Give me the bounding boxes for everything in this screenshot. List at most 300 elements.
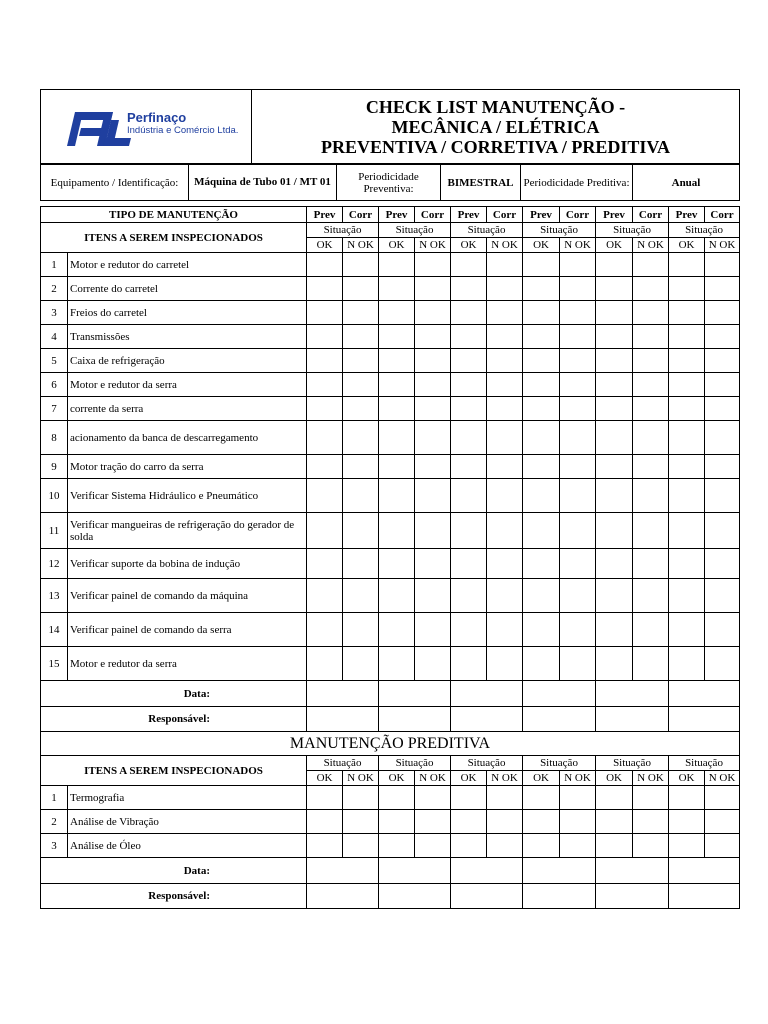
item-label: Verificar Sistema Hidráulico e Pneumático: [68, 479, 307, 513]
ok-checkbox-cell[interactable]: [379, 277, 415, 301]
responsible-cell[interactable]: [379, 707, 451, 732]
table-row: [41, 579, 740, 613]
date-cell[interactable]: [669, 858, 740, 884]
ok-checkbox-cell[interactable]: [596, 579, 633, 613]
ok-checkbox-cell[interactable]: [596, 325, 633, 349]
ok-checkbox-cell[interactable]: [596, 397, 633, 421]
responsible-cell[interactable]: [669, 884, 740, 909]
date-cell[interactable]: [307, 858, 379, 884]
equipment-table: [40, 164, 740, 201]
nok-checkbox-cell[interactable]: [633, 834, 669, 858]
item-number: 8: [41, 421, 68, 455]
ok-checkbox-cell[interactable]: [669, 421, 705, 455]
responsible-label: Responsável:: [41, 707, 307, 732]
ok-checkbox-cell[interactable]: [596, 810, 633, 834]
ok-checkbox-cell[interactable]: [379, 613, 415, 647]
ok-checkbox-cell[interactable]: [307, 579, 343, 613]
page-title: [252, 90, 740, 164]
nok-checkbox-cell[interactable]: [705, 810, 740, 834]
nok-label: N OK: [560, 238, 596, 253]
nok-checkbox-cell[interactable]: [343, 810, 379, 834]
ok-checkbox-cell[interactable]: [379, 579, 415, 613]
ok-checkbox-cell[interactable]: [451, 786, 487, 810]
ok-checkbox-cell[interactable]: [379, 834, 415, 858]
checklist-sheet: [40, 89, 739, 909]
nok-checkbox-cell[interactable]: [487, 397, 523, 421]
nok-checkbox-cell[interactable]: [487, 786, 523, 810]
ok-checkbox-cell[interactable]: [451, 513, 487, 549]
ok-checkbox-cell[interactable]: [669, 373, 705, 397]
ok-checkbox-cell[interactable]: [307, 277, 343, 301]
ok-checkbox-cell[interactable]: [596, 373, 633, 397]
table-row: [41, 373, 740, 397]
ok-checkbox-cell[interactable]: [669, 325, 705, 349]
item-number: 1: [41, 786, 68, 810]
ok-checkbox-cell[interactable]: [379, 549, 415, 579]
situation-label: Situação: [307, 756, 379, 771]
predictive-section-title: MANUTENÇÃO PREDITIVA: [41, 732, 740, 756]
nok-label: N OK: [487, 238, 523, 253]
ok-checkbox-cell[interactable]: [379, 421, 415, 455]
ok-checkbox-cell[interactable]: [451, 349, 487, 373]
ok-label: OK: [307, 771, 343, 786]
ok-checkbox-cell[interactable]: [307, 349, 343, 373]
nok-checkbox-cell[interactable]: [560, 455, 596, 479]
nok-checkbox-cell[interactable]: [343, 253, 379, 277]
ok-label: OK: [451, 238, 487, 253]
situation-label: Situação: [596, 756, 669, 771]
nok-checkbox-cell[interactable]: [343, 373, 379, 397]
ok-checkbox-cell[interactable]: [523, 325, 560, 349]
ok-checkbox-cell[interactable]: [379, 373, 415, 397]
ok-checkbox-cell[interactable]: [451, 579, 487, 613]
nok-checkbox-cell[interactable]: [415, 786, 451, 810]
items-to-inspect-label: ITENS A SEREM INSPECIONADOS: [41, 756, 307, 786]
ok-checkbox-cell[interactable]: [451, 373, 487, 397]
nok-checkbox-cell[interactable]: [487, 277, 523, 301]
ok-checkbox-cell[interactable]: [379, 349, 415, 373]
item-number: 12: [41, 549, 68, 579]
nok-label: N OK: [705, 238, 740, 253]
nok-checkbox-cell[interactable]: [343, 421, 379, 455]
ok-checkbox-cell[interactable]: [307, 253, 343, 277]
nok-checkbox-cell[interactable]: [415, 513, 451, 549]
ok-checkbox-cell[interactable]: [523, 579, 560, 613]
ok-checkbox-cell[interactable]: [307, 301, 343, 325]
table-row: [41, 349, 740, 373]
responsible-cell[interactable]: [379, 884, 451, 909]
nok-checkbox-cell[interactable]: [633, 349, 669, 373]
nok-checkbox-cell[interactable]: [487, 513, 523, 549]
col-corr: Corr: [487, 207, 523, 223]
nok-checkbox-cell[interactable]: [487, 421, 523, 455]
main-checklist-table: [40, 206, 740, 909]
ok-checkbox-cell[interactable]: [307, 373, 343, 397]
ok-checkbox-cell[interactable]: [596, 549, 633, 579]
nok-checkbox-cell[interactable]: [560, 349, 596, 373]
ok-checkbox-cell[interactable]: [451, 277, 487, 301]
ok-checkbox-cell[interactable]: [451, 421, 487, 455]
nok-checkbox-cell[interactable]: [705, 579, 740, 613]
nok-checkbox-cell[interactable]: [415, 349, 451, 373]
table-row: [41, 397, 740, 421]
nok-checkbox-cell[interactable]: [487, 579, 523, 613]
ok-checkbox-cell[interactable]: [523, 373, 560, 397]
date-cell[interactable]: [596, 681, 669, 707]
nok-checkbox-cell[interactable]: [560, 373, 596, 397]
ok-checkbox-cell[interactable]: [451, 325, 487, 349]
nok-checkbox-cell[interactable]: [487, 810, 523, 834]
nok-checkbox-cell[interactable]: [415, 810, 451, 834]
ok-checkbox-cell[interactable]: [669, 397, 705, 421]
situation-label: Situação: [596, 223, 669, 238]
ok-checkbox-cell[interactable]: [523, 253, 560, 277]
date-cell[interactable]: [379, 858, 451, 884]
ok-checkbox-cell[interactable]: [451, 301, 487, 325]
ok-checkbox-cell[interactable]: [523, 810, 560, 834]
ok-checkbox-cell[interactable]: [669, 301, 705, 325]
item-number: 2: [41, 277, 68, 301]
item-number: 6: [41, 373, 68, 397]
nok-checkbox-cell[interactable]: [705, 253, 740, 277]
ok-checkbox-cell[interactable]: [379, 301, 415, 325]
responsible-cell[interactable]: [669, 707, 740, 732]
nok-checkbox-cell[interactable]: [415, 579, 451, 613]
ok-label: OK: [596, 771, 633, 786]
nok-checkbox-cell[interactable]: [633, 579, 669, 613]
ok-checkbox-cell[interactable]: [523, 421, 560, 455]
nok-checkbox-cell[interactable]: [343, 834, 379, 858]
nok-checkbox-cell[interactable]: [415, 647, 451, 681]
table-row: [41, 277, 740, 301]
responsible-cell[interactable]: [523, 707, 596, 732]
ok-checkbox-cell[interactable]: [307, 834, 343, 858]
nok-label: N OK: [343, 771, 379, 786]
ok-checkbox-cell[interactable]: [669, 349, 705, 373]
ok-checkbox-cell[interactable]: [523, 786, 560, 810]
ok-checkbox-cell[interactable]: [379, 325, 415, 349]
nok-checkbox-cell[interactable]: [415, 253, 451, 277]
nok-checkbox-cell[interactable]: [487, 834, 523, 858]
responsible-cell[interactable]: [307, 707, 379, 732]
ok-label: OK: [523, 771, 560, 786]
ok-checkbox-cell[interactable]: [307, 786, 343, 810]
col-prev: Prev: [523, 207, 560, 223]
date-cell[interactable]: [669, 681, 740, 707]
ok-checkbox-cell[interactable]: [596, 253, 633, 277]
responsible-cell[interactable]: [451, 884, 523, 909]
ok-checkbox-cell[interactable]: [379, 455, 415, 479]
ok-checkbox-cell[interactable]: [669, 253, 705, 277]
nok-checkbox-cell[interactable]: [487, 349, 523, 373]
nok-checkbox-cell[interactable]: [560, 834, 596, 858]
responsible-cell[interactable]: [596, 884, 669, 909]
nok-checkbox-cell[interactable]: [705, 549, 740, 579]
nok-checkbox-cell[interactable]: [343, 647, 379, 681]
nok-checkbox-cell[interactable]: [487, 549, 523, 579]
item-label: Verificar suporte da bobina de indução: [68, 549, 307, 579]
nok-checkbox-cell[interactable]: [633, 786, 669, 810]
ok-checkbox-cell[interactable]: [379, 647, 415, 681]
nok-checkbox-cell[interactable]: [705, 373, 740, 397]
company-logo: [41, 90, 252, 164]
ok-checkbox-cell[interactable]: [379, 479, 415, 513]
table-row: [41, 810, 740, 834]
ok-checkbox-cell[interactable]: [669, 455, 705, 479]
nok-checkbox-cell[interactable]: [343, 301, 379, 325]
nok-checkbox-cell[interactable]: [633, 513, 669, 549]
nok-checkbox-cell[interactable]: [487, 301, 523, 325]
nok-checkbox-cell[interactable]: [487, 373, 523, 397]
responsible-cell[interactable]: [523, 884, 596, 909]
item-number: 3: [41, 834, 68, 858]
nok-checkbox-cell[interactable]: [415, 373, 451, 397]
ok-checkbox-cell[interactable]: [669, 513, 705, 549]
ok-checkbox-cell[interactable]: [307, 513, 343, 549]
ok-checkbox-cell[interactable]: [379, 786, 415, 810]
ok-checkbox-cell[interactable]: [669, 479, 705, 513]
responsible-cell[interactable]: [596, 707, 669, 732]
nok-checkbox-cell[interactable]: [415, 549, 451, 579]
nok-checkbox-cell[interactable]: [633, 277, 669, 301]
nok-checkbox-cell[interactable]: [633, 253, 669, 277]
item-number: 2: [41, 810, 68, 834]
nok-checkbox-cell[interactable]: [560, 253, 596, 277]
ok-checkbox-cell[interactable]: [451, 253, 487, 277]
ok-checkbox-cell[interactable]: [669, 647, 705, 681]
ok-checkbox-cell[interactable]: [451, 455, 487, 479]
nok-checkbox-cell[interactable]: [343, 397, 379, 421]
nok-checkbox-cell[interactable]: [487, 479, 523, 513]
nok-checkbox-cell[interactable]: [487, 647, 523, 681]
ok-checkbox-cell[interactable]: [307, 647, 343, 681]
nok-checkbox-cell[interactable]: [705, 786, 740, 810]
nok-checkbox-cell[interactable]: [487, 253, 523, 277]
item-label: Análise de Vibração: [68, 810, 307, 834]
nok-checkbox-cell[interactable]: [705, 421, 740, 455]
nok-checkbox-cell[interactable]: [343, 455, 379, 479]
ok-checkbox-cell[interactable]: [451, 479, 487, 513]
nok-checkbox-cell[interactable]: [633, 373, 669, 397]
nok-checkbox-cell[interactable]: [343, 513, 379, 549]
nok-checkbox-cell[interactable]: [343, 579, 379, 613]
nok-checkbox-cell[interactable]: [705, 277, 740, 301]
nok-checkbox-cell[interactable]: [487, 325, 523, 349]
date-cell[interactable]: [523, 681, 596, 707]
nok-checkbox-cell[interactable]: [633, 397, 669, 421]
nok-checkbox-cell[interactable]: [705, 513, 740, 549]
nok-checkbox-cell[interactable]: [560, 786, 596, 810]
nok-checkbox-cell[interactable]: [343, 325, 379, 349]
nok-checkbox-cell[interactable]: [705, 397, 740, 421]
ok-checkbox-cell[interactable]: [451, 647, 487, 681]
title-line-1: CHECK LIST MANUTENÇÃO -: [365, 96, 626, 117]
ok-checkbox-cell[interactable]: [523, 397, 560, 421]
ok-checkbox-cell[interactable]: [523, 349, 560, 373]
ok-checkbox-cell[interactable]: [379, 513, 415, 549]
ok-checkbox-cell[interactable]: [523, 834, 560, 858]
item-number: 9: [41, 455, 68, 479]
ok-checkbox-cell[interactable]: [523, 613, 560, 647]
nok-checkbox-cell[interactable]: [415, 421, 451, 455]
ok-checkbox-cell[interactable]: [307, 455, 343, 479]
item-label: Análise de Óleo: [68, 834, 307, 858]
date-cell[interactable]: [307, 681, 379, 707]
nok-checkbox-cell[interactable]: [415, 301, 451, 325]
nok-checkbox-cell[interactable]: [415, 277, 451, 301]
item-label: corrente da serra: [68, 397, 307, 421]
ok-checkbox-cell[interactable]: [669, 579, 705, 613]
nok-checkbox-cell[interactable]: [560, 479, 596, 513]
items-to-inspect-label: ITENS A SEREM INSPECIONADOS: [41, 223, 307, 253]
ok-checkbox-cell[interactable]: [307, 325, 343, 349]
date-cell[interactable]: [379, 681, 451, 707]
nok-checkbox-cell[interactable]: [560, 647, 596, 681]
ok-checkbox-cell[interactable]: [669, 549, 705, 579]
ok-checkbox-cell[interactable]: [307, 421, 343, 455]
situation-label: Situação: [451, 223, 523, 238]
nok-checkbox-cell[interactable]: [705, 647, 740, 681]
nok-checkbox-cell[interactable]: [705, 613, 740, 647]
nok-checkbox-cell[interactable]: [705, 834, 740, 858]
nok-checkbox-cell[interactable]: [705, 301, 740, 325]
title-line-2: MECÂNICA / ELÉTRICA: [391, 116, 600, 137]
date-cell[interactable]: [523, 858, 596, 884]
nok-checkbox-cell[interactable]: [343, 786, 379, 810]
nok-checkbox-cell[interactable]: [560, 513, 596, 549]
ok-checkbox-cell[interactable]: [596, 349, 633, 373]
nok-checkbox-cell[interactable]: [705, 325, 740, 349]
nok-checkbox-cell[interactable]: [560, 549, 596, 579]
responsible-cell[interactable]: [307, 884, 379, 909]
ok-checkbox-cell[interactable]: [596, 421, 633, 455]
nok-checkbox-cell[interactable]: [343, 479, 379, 513]
col-prev: Prev: [596, 207, 633, 223]
ok-checkbox-cell[interactable]: [307, 479, 343, 513]
nok-checkbox-cell[interactable]: [560, 325, 596, 349]
nok-label: N OK: [343, 238, 379, 253]
nok-label: N OK: [415, 238, 451, 253]
ok-checkbox-cell[interactable]: [596, 277, 633, 301]
ok-checkbox-cell[interactable]: [669, 786, 705, 810]
date-cell[interactable]: [596, 858, 669, 884]
ok-checkbox-cell[interactable]: [307, 613, 343, 647]
nok-checkbox-cell[interactable]: [560, 301, 596, 325]
nok-checkbox-cell[interactable]: [560, 277, 596, 301]
ok-checkbox-cell[interactable]: [307, 397, 343, 421]
ok-checkbox-cell[interactable]: [596, 513, 633, 549]
ok-checkbox-cell[interactable]: [379, 253, 415, 277]
ok-checkbox-cell[interactable]: [307, 549, 343, 579]
ok-checkbox-cell[interactable]: [523, 277, 560, 301]
nok-checkbox-cell[interactable]: [415, 455, 451, 479]
ok-checkbox-cell[interactable]: [523, 513, 560, 549]
nok-checkbox-cell[interactable]: [633, 325, 669, 349]
col-corr: Corr: [705, 207, 740, 223]
item-label: Motor tração do carro da serra: [68, 455, 307, 479]
ok-checkbox-cell[interactable]: [451, 549, 487, 579]
ok-checkbox-cell[interactable]: [379, 397, 415, 421]
ok-checkbox-cell[interactable]: [596, 301, 633, 325]
item-number: 11: [41, 513, 68, 549]
col-prev: Prev: [669, 207, 705, 223]
ok-checkbox-cell[interactable]: [596, 613, 633, 647]
ok-checkbox-cell[interactable]: [307, 810, 343, 834]
ok-checkbox-cell[interactable]: [523, 479, 560, 513]
nok-checkbox-cell[interactable]: [633, 421, 669, 455]
ok-checkbox-cell[interactable]: [596, 834, 633, 858]
nok-checkbox-cell[interactable]: [487, 613, 523, 647]
ok-checkbox-cell[interactable]: [523, 549, 560, 579]
responsible-cell[interactable]: [451, 707, 523, 732]
ok-checkbox-cell[interactable]: [379, 810, 415, 834]
nok-checkbox-cell[interactable]: [415, 479, 451, 513]
ok-checkbox-cell[interactable]: [451, 613, 487, 647]
date-cell[interactable]: [451, 681, 523, 707]
nok-checkbox-cell[interactable]: [633, 455, 669, 479]
ok-checkbox-cell[interactable]: [669, 834, 705, 858]
nok-checkbox-cell[interactable]: [415, 325, 451, 349]
ok-label: OK: [669, 238, 705, 253]
nok-checkbox-cell[interactable]: [560, 810, 596, 834]
ok-checkbox-cell[interactable]: [669, 277, 705, 301]
nok-checkbox-cell[interactable]: [487, 455, 523, 479]
nok-checkbox-cell[interactable]: [343, 349, 379, 373]
ok-checkbox-cell[interactable]: [596, 455, 633, 479]
nok-checkbox-cell[interactable]: [633, 549, 669, 579]
item-label: acionamento da banca de descarregamento: [68, 421, 307, 455]
ok-checkbox-cell[interactable]: [451, 397, 487, 421]
nok-checkbox-cell[interactable]: [415, 397, 451, 421]
ok-checkbox-cell[interactable]: [669, 613, 705, 647]
item-label: Verificar mangueiras de refrigeração do gerador de solda: [68, 513, 307, 549]
table-row: [41, 834, 740, 858]
nok-checkbox-cell[interactable]: [705, 479, 740, 513]
date-cell[interactable]: [451, 858, 523, 884]
nok-checkbox-cell[interactable]: [343, 549, 379, 579]
ok-checkbox-cell[interactable]: [451, 810, 487, 834]
ok-checkbox-cell[interactable]: [523, 301, 560, 325]
nok-checkbox-cell[interactable]: [415, 613, 451, 647]
preventive-period-value: BIMESTRAL: [441, 165, 521, 201]
nok-checkbox-cell[interactable]: [705, 455, 740, 479]
nok-checkbox-cell[interactable]: [560, 613, 596, 647]
equipment-value: Máquina de Tubo 01 / MT 01: [189, 165, 337, 201]
nok-checkbox-cell[interactable]: [633, 301, 669, 325]
ok-checkbox-cell[interactable]: [523, 455, 560, 479]
nok-checkbox-cell[interactable]: [633, 647, 669, 681]
ok-checkbox-cell[interactable]: [451, 834, 487, 858]
nok-checkbox-cell[interactable]: [633, 479, 669, 513]
nok-label: N OK: [560, 771, 596, 786]
col-prev: Prev: [307, 207, 343, 223]
nok-checkbox-cell[interactable]: [343, 277, 379, 301]
table-row: [41, 647, 740, 681]
nok-checkbox-cell[interactable]: [560, 579, 596, 613]
ok-checkbox-cell[interactable]: [523, 647, 560, 681]
nok-checkbox-cell[interactable]: [560, 397, 596, 421]
ok-checkbox-cell[interactable]: [596, 647, 633, 681]
nok-checkbox-cell[interactable]: [415, 834, 451, 858]
nok-checkbox-cell[interactable]: [560, 421, 596, 455]
ok-checkbox-cell[interactable]: [596, 786, 633, 810]
nok-checkbox-cell[interactable]: [343, 613, 379, 647]
ok-checkbox-cell[interactable]: [596, 479, 633, 513]
ok-checkbox-cell[interactable]: [669, 810, 705, 834]
nok-checkbox-cell[interactable]: [633, 810, 669, 834]
nok-checkbox-cell[interactable]: [705, 349, 740, 373]
nok-checkbox-cell[interactable]: [633, 613, 669, 647]
